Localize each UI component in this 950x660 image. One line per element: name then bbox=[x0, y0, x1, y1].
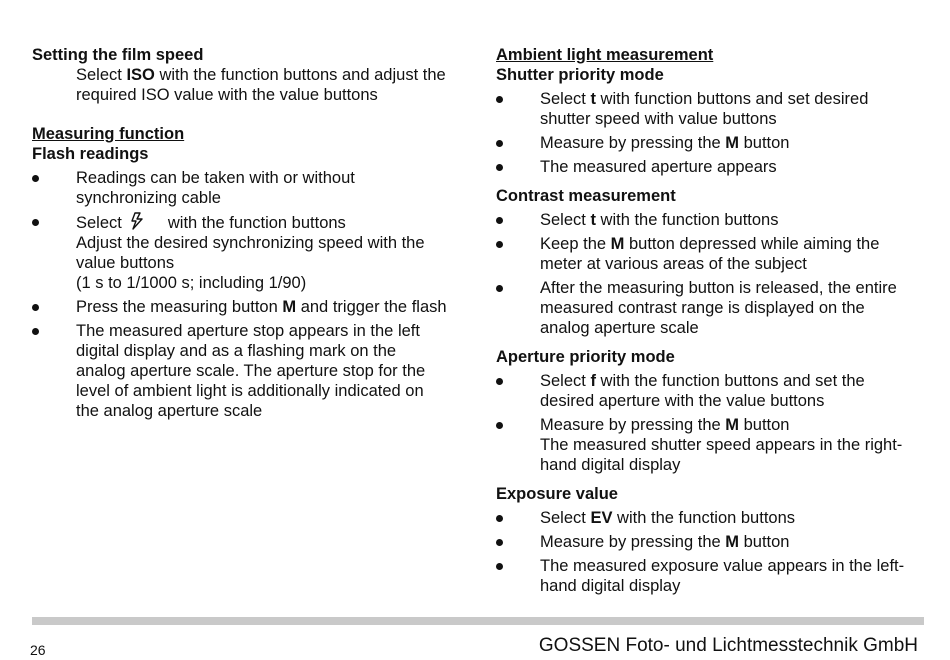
bullet-icon bbox=[496, 285, 503, 292]
measuring-function-heading: Measuring function bbox=[32, 125, 185, 143]
list-item: Readings can be taken with or without synchronizing cable bbox=[32, 168, 447, 208]
bullet-icon bbox=[32, 328, 39, 335]
bullet-icon bbox=[496, 563, 503, 570]
aperture-priority-list bbox=[496, 371, 916, 475]
list-item: Select with the function buttons Adjust the desired synchronizing speed with the value buttons (1 s to 1/1000 s; including 1/90) bbox=[32, 212, 447, 293]
flash-readings-list bbox=[32, 168, 447, 421]
bullet-icon bbox=[496, 422, 503, 429]
list-item: Select t with the function buttons bbox=[496, 210, 916, 230]
list-item: Measure by pressing the M button The measured shutter speed appears in the right-hand digital display bbox=[496, 415, 916, 475]
footer-divider bbox=[32, 617, 924, 625]
list-item: The measured aperture stop appears in the left digital display and as a flashing mark on the analog aperture scale. The aperture stop for the level of ambient light is additionally indicated on the analog aperture scale bbox=[32, 321, 447, 421]
contrast-heading: Contrast measurement bbox=[496, 187, 676, 205]
list-item: Select f with the function buttons and set the desired aperture with the value buttons bbox=[496, 371, 916, 411]
list-item: Press the measuring button M and trigger the flash bbox=[32, 297, 447, 317]
right-column bbox=[496, 45, 916, 596]
bullet-icon bbox=[496, 378, 503, 385]
list-item: Select EV with the function buttons bbox=[496, 508, 916, 528]
left-column bbox=[32, 45, 447, 421]
list-item: Measure by pressing the M button bbox=[496, 532, 916, 552]
list-item: Measure by pressing the M button bbox=[496, 133, 916, 153]
exposure-value-heading: Exposure value bbox=[496, 485, 618, 503]
bullet-icon bbox=[32, 175, 39, 182]
bullet-icon bbox=[496, 140, 503, 147]
list-item: Keep the M button depressed while aiming the meter at various areas of the subject bbox=[496, 234, 916, 274]
ambient-light-heading: Ambient light measurement bbox=[496, 46, 714, 64]
film-speed-heading: Setting the film speed bbox=[32, 46, 204, 64]
list-item: The measured exposure value appears in the left-hand digital display bbox=[496, 556, 916, 596]
flash-icon bbox=[130, 212, 144, 230]
exposure-value-list bbox=[496, 508, 916, 596]
list-item: The measured aperture appears bbox=[496, 157, 916, 177]
bullet-icon bbox=[32, 219, 39, 226]
company-name: GOSSEN Foto- und Lichtmesstechnik GmbH bbox=[538, 635, 918, 656]
bullet-icon bbox=[496, 164, 503, 171]
page-number: 26 bbox=[30, 642, 46, 658]
shutter-priority-heading: Shutter priority mode bbox=[496, 66, 664, 84]
bullet-icon bbox=[496, 96, 503, 103]
bullet-icon bbox=[496, 515, 503, 522]
flash-readings-heading: Flash readings bbox=[32, 145, 149, 163]
list-item: Select t with function buttons and set desired shutter speed with value buttons bbox=[496, 89, 916, 129]
shutter-priority-list bbox=[496, 89, 916, 177]
bullet-icon bbox=[32, 304, 39, 311]
bullet-icon bbox=[496, 241, 503, 248]
bullet-icon bbox=[496, 539, 503, 546]
bullet-icon bbox=[496, 217, 503, 224]
aperture-priority-heading: Aperture priority mode bbox=[496, 348, 675, 366]
contrast-list bbox=[496, 210, 916, 338]
list-item: After the measuring button is released, the entire measured contrast range is displayed on the analog aperture scale bbox=[496, 278, 916, 338]
film-speed-text: Select ISO with the function buttons and adjust the required ISO value with the value buttons bbox=[76, 66, 446, 104]
